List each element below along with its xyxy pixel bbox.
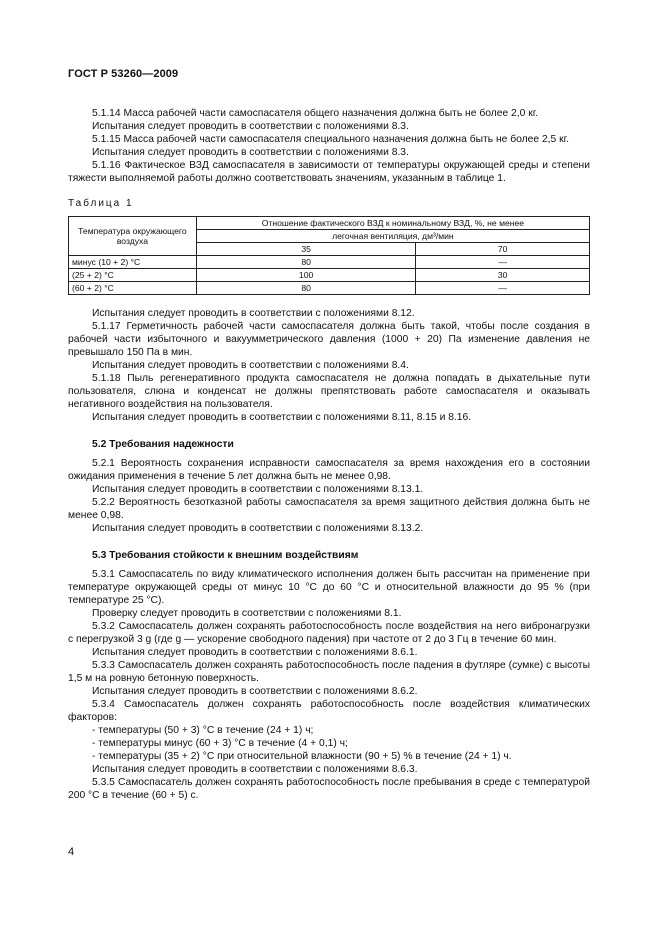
table-header-ratio: Отношение фактического ВЗД к номинальному ВЗД, %, не менее (196, 217, 589, 230)
table-cell-35: 100 (196, 269, 416, 282)
list-item: - температуры минус (60 + 3) °С в течение (4 + 0,1) ч; (92, 738, 348, 749)
table-cell-temp: минус (10 + 2) °С (69, 256, 197, 269)
paragraph: 5.1.16 Фактическое ВЗД самоспасателя в зависимости от температуры окружающей среды и степени тяжести выполняемой работы должно соответствовать значениям, указанным в таблице 1. (68, 160, 590, 184)
document-body (68, 107, 590, 802)
table-cell-temp: (60 + 2) °С (69, 282, 197, 295)
spacer (68, 295, 590, 307)
table-row (69, 269, 590, 282)
table-row (69, 256, 590, 269)
spacer (68, 185, 590, 197)
table-cell-70: — (416, 282, 590, 295)
paragraph: 5.3.3 Самоспасатель должен сохранять работоспособность после падения в футляре (сумке) с высоты 1,5 м на ровную бетонную поверхность. (68, 660, 590, 684)
paragraph: 5.3.5 Самоспасатель должен сохранять работоспособность после пребывания в среде с температурой 200 °С в течение (60 + 5) с. (68, 777, 590, 801)
paragraph: Испытания следует проводить в соответствии с положениями 8.13.1. (92, 484, 424, 495)
paragraph: Испытания следует проводить в соответствии с положениями 8.3. (92, 147, 409, 158)
paragraph: Испытания следует проводить в соответствии с положениями 8.6.1. (92, 647, 418, 658)
paragraph: 5.1.15 Масса рабочей части самоспасателя специального назначения должна быть не более 2,5 кг. (92, 134, 569, 145)
table-cell-35: 80 (196, 256, 416, 269)
section-title-5-3: 5.3 Требования стойкости к внешним воздействиям (92, 550, 359, 561)
section-title-5-2: 5.2 Требования надежности (92, 439, 234, 450)
paragraph: Проверку следует проводить в соответствии с положениями 8.1. (92, 608, 402, 619)
document-header: ГОСТ Р 53260—2009 (68, 68, 179, 80)
table-header-35: 35 (196, 243, 416, 256)
table-header-70: 70 (416, 243, 590, 256)
table-header-ventilation: легочная вентиляция, дм³/мин (196, 230, 589, 243)
spacer (68, 424, 590, 438)
paragraph: Испытания следует проводить в соответствии с положениями 8.12. (92, 308, 415, 319)
paragraph: 5.3.2 Самоспасатель должен сохранять работоспособность после воздействия на него вибронагрузки с перегрузкой 3 g (где g — ускорение свободного падения) при частоте от 2 до 3 Гц в течение 60 мин. (68, 621, 590, 645)
table-header-temperature: Температура окружающего воздуха (69, 217, 197, 256)
paragraph: Испытания следует проводить в соответствии с положениями 8.3. (92, 121, 409, 132)
page-number: 4 (68, 846, 75, 858)
table-row (69, 282, 590, 295)
paragraph: 5.3.4 Самоспасатель должен сохранять работоспособность после воздействия климатических факторов: (68, 699, 590, 723)
paragraph: Испытания следует проводить в соответствии с положениями 8.6.3. (92, 764, 418, 775)
spacer (68, 535, 590, 549)
table-cell-70: — (416, 256, 590, 269)
paragraph: 5.2.1 Вероятность сохранения исправности самоспасателя за время нахождения его в состоянии ожидания применения в течение 5 лет должна быть не менее 0,98. (68, 458, 590, 482)
table-1 (68, 216, 590, 295)
list-item: - температуры (50 + 3) °С в течение (24 + 1) ч; (92, 725, 314, 736)
paragraph: 5.1.17 Герметичность рабочей части самоспасателя должна быть такой, чтобы после создания в рабочей части избыточного и вакуумметрического давления (1000 + 20) Па изменение давления не превышало 150 Па в мин. (68, 321, 590, 358)
table-caption: Таблица 1 (68, 198, 134, 209)
paragraph: 5.3.1 Самоспасатель по виду климатического исполнения должен быть рассчитан на применение при температуре окружающей среды от минус 10 °С до 60 °С и относительной влажности до 95 % (при температуре 25 °С). (68, 569, 590, 606)
table-cell-35: 80 (196, 282, 416, 295)
paragraph: Испытания следует проводить в соответствии с положениями 8.11, 8.15 и 8.16. (92, 412, 472, 423)
paragraph: Испытания следует проводить в соответствии с положениями 8.4. (92, 360, 409, 371)
paragraph: Испытания следует проводить в соответствии с положениями 8.6.2. (92, 686, 418, 697)
paragraph: 5.1.18 Пыль регенеративного продукта самоспасателя не должна попадать в дыхательные пути пользователя, слюна и конденсат не должны препятствовать работе самоспасателя и оказывать негативного воздействия на пользователя. (68, 373, 590, 410)
paragraph: 5.1.14 Масса рабочей части самоспасателя общего назначения должна быть не более 2,0 кг. (92, 108, 539, 119)
table-cell-temp: (25 + 2) °С (69, 269, 197, 282)
paragraph: 5.2.2 Вероятность безотказной работы самоспасателя за время защитного действия должна быть не менее 0,98. (68, 497, 590, 521)
paragraph: Испытания следует проводить в соответствии с положениями 8.13.2. (92, 523, 424, 534)
table-cell-70: 30 (416, 269, 590, 282)
list-item: - температуры (35 + 2) °С при относительной влажности (90 + 5) % в течение (24 + 1) ч. (92, 751, 512, 762)
